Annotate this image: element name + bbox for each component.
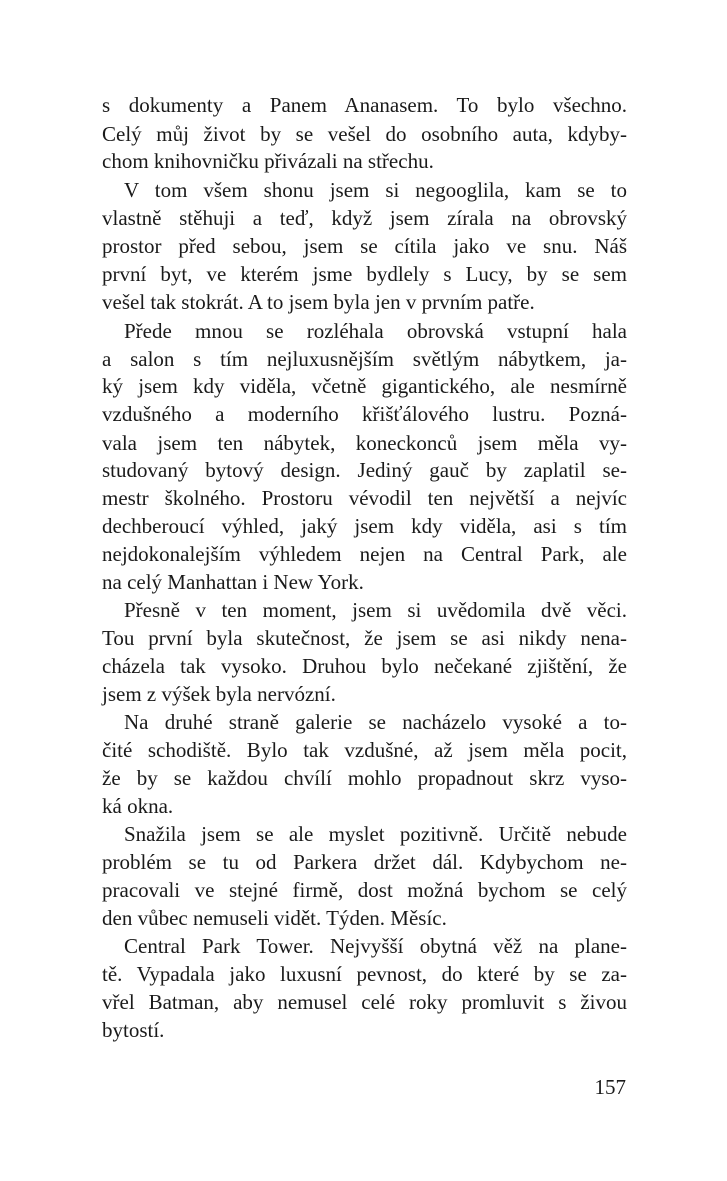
paragraph-first-line: Central Park Tower. Nejvyšší obytná věž na plane- — [124, 934, 627, 958]
text-line: pracovali ve stejné firmě, dost možná bychom se celý — [102, 878, 627, 902]
paragraph-first-line: Snažila jsem se ale myslet pozitivně. Určitě nebude — [124, 822, 627, 846]
text-line: studovaný bytový design. Jediný gauč by zaplatil se- — [102, 458, 627, 482]
text-line: problém se tu od Parkera držet dál. Kdybychom ne- — [102, 850, 627, 874]
text-line: vlastně stěhuji a teď, když jsem zírala na obrovský — [102, 206, 627, 230]
text-line: Celý můj život by se vešel do osobního auta, kdyby- — [102, 122, 627, 146]
text-line: první byt, ve kterém jsme bydlely s Lucy, by se sem — [102, 262, 627, 286]
text-line: den vůbec nemuseli vidět. Týden. Měsíc. — [102, 906, 447, 930]
text-line: tě. Vypadala jako luxusní pevnost, do které by se za- — [102, 962, 627, 986]
text-line: cházela tak vysoko. Druhou bylo nečekané zjištění, že — [102, 654, 627, 678]
text-line: jsem z výšek byla nervózní. — [102, 682, 336, 706]
text-line: vřel Batman, aby nemusel celé roky promluvit s živou — [102, 990, 627, 1014]
paragraph-first-line: V tom všem shonu jsem si negooglila, kam se to — [124, 178, 627, 202]
paragraph-first-line: Na druhé straně galerie se nacházelo vysoké a to- — [124, 710, 627, 734]
text-line: že by se každou chvílí mohlo propadnout skrz vyso- — [102, 766, 627, 790]
text-line: s dokumenty a Panem Ananasem. To bylo všechno. — [102, 93, 627, 117]
text-line: dechberoucí výhled, jaký jsem kdy viděla, asi s tím — [102, 514, 627, 538]
text-line: a salon s tím nejluxusnějším světlým nábytkem, ja- — [102, 347, 627, 371]
text-line: mestr školného. Prostoru vévodil ten největší a nejvíc — [102, 486, 627, 510]
paragraph-first-line: Přede mnou se rozléhala obrovská vstupní hala — [124, 319, 627, 343]
text-line: Tou první byla skutečnost, že jsem se asi nikdy nena- — [102, 626, 627, 650]
text-line: ký jsem kdy viděla, včetně gigantického, ale nesmírně — [102, 374, 627, 398]
text-line: vzdušného a moderního křišťálového lustru. Pozná- — [102, 402, 627, 426]
text-line: nejdokonalejším výhledem nejen na Central Park, ale — [102, 542, 627, 566]
text-line: bytostí. — [102, 1018, 165, 1042]
page-number: 157 — [594, 1075, 626, 1099]
text-line: vala jsem ten nábytek, koneckonců jsem měla vy- — [102, 431, 627, 455]
text-line: vešel tak stokrát. A to jsem byla jen v prvním patře. — [102, 290, 535, 314]
text-line: ká okna. — [102, 794, 174, 818]
text-line: čité schodiště. Bylo tak vzdušné, až jsem měla pocit, — [102, 738, 627, 762]
text-line: chom knihovničku přivázali na střechu. — [102, 149, 434, 173]
text-line: prostor před sebou, jsem se cítila jako ve snu. Náš — [102, 234, 627, 258]
text-line: na celý Manhattan i New York. — [102, 570, 364, 594]
paragraph-first-line: Přesně v ten moment, jsem si uvědomila dvě věci. — [124, 598, 627, 622]
